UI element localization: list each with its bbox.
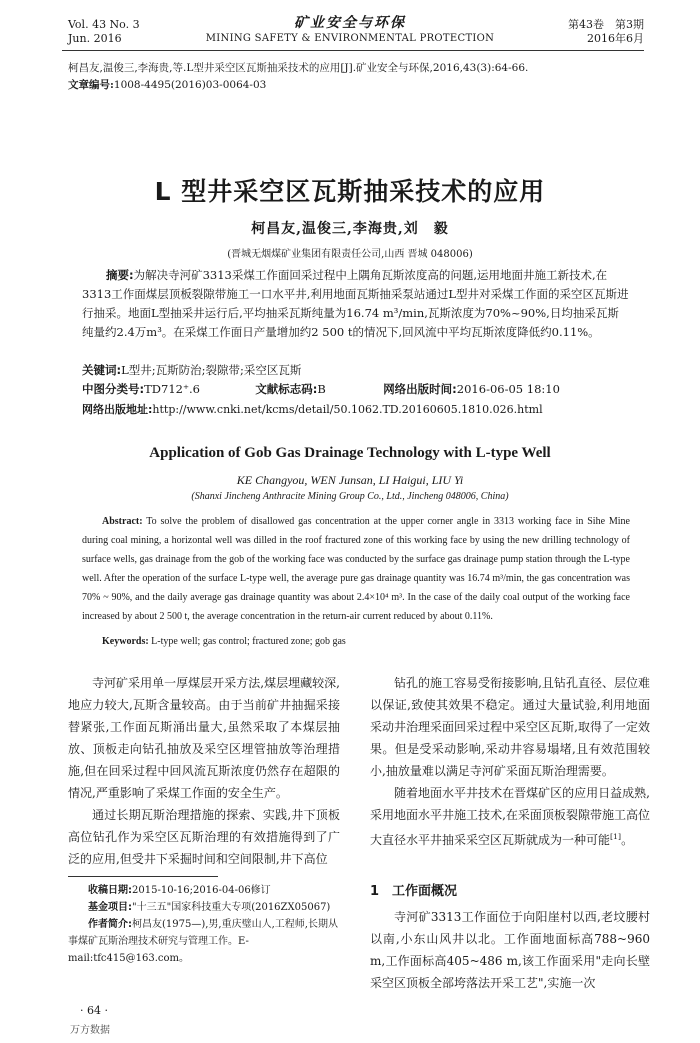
abstract-cn xyxy=(82,266,630,342)
author-bio: 作者简介:柯昌友(1975—),男,重庆璧山人,工程师,长期从事煤矿瓦斯治理技术研究与管理工作。E-mail:tfc415@163.com。 xyxy=(68,919,338,964)
abstract-en-label: Abstract: xyxy=(102,516,143,527)
volume-issue: Vol. 43 No. 3 xyxy=(68,18,140,31)
received-date: 收稿日期:2015-10-16;2016-04-06修订 xyxy=(88,885,271,896)
affiliation-cn: (晋城无烟煤矿业集团有限责任公司,山西 晋城 048006) xyxy=(227,249,473,260)
body-paragraph: 通过长期瓦斯治理措施的探索、实践,井下顶板高位钻孔作为采空区瓦斯治理的有效措施得到了广泛的应用,但受井下采掘时间和空间限制,井下高位 xyxy=(68,808,340,866)
abstract-en-text: To solve the problem of disallowed gas concentration at the upper corner angle in 3313 working face in Sihe Mine during coal mining, a horizontal well was dilled in the roof fractured zone of this working face by using the new drilling technology of surface wells, gas drainage from the gob of the working face was conducted by the surface gas drainage pump station through the L-type well. After the operation of the surface L-type well, the average pure gas drainage quantity was 16.74 m³/min, the gas concentration was 70% ~ 90%, and the daily average gas drainage quantity was about 2.4×10⁴ m³. In the case of the daily coal output of the working face increased by about 2 500 t, the average concentration in the return-air current reduced by about 0.11%. xyxy=(82,516,630,622)
abstract-cn-text: 为解决寺河矿3313采煤工作面回采过程中上隅角瓦斯浓度高的问题,运用地面井施工新技术,在3313工作面煤层顶板裂隙带施工一口水平井,利用地面瓦斯抽采泵站通过L型井对采煤工作面的采空区瓦斯进行抽采。地面L型抽采井运行后,平均抽采瓦斯纯量为16.74 m³/min,瓦斯浓度为70%~90%,日均抽采瓦斯纯量约2.4万m³。在采煤工作面日产量增加约2 500 t的情况下,回风流中平均瓦斯浓度降低约0.11%。 xyxy=(82,268,629,339)
title-cn: L 型井采空区瓦斯抽采技术的应用 xyxy=(154,177,546,206)
online-url-link[interactable]: http://www.cnki.net/kcms/detail/50.1062.TD.20160605.1810.026.html xyxy=(152,403,543,416)
page-number: · 64 · xyxy=(80,1004,108,1017)
watermark: 万方数据 xyxy=(70,1025,110,1036)
journal-volume-cn xyxy=(568,18,644,46)
body-right-column xyxy=(370,672,650,851)
journal-name-cn: 矿业安全与环保 xyxy=(294,15,406,31)
volume-cn: 第43卷 第3期 xyxy=(568,18,644,31)
fund-item: 基金项目:"十三五"国家科技重大专项(2016ZX05067) xyxy=(88,902,331,913)
header-divider xyxy=(62,50,644,51)
body-paragraph: 寺河矿采用单一厚煤层开采方法,煤层埋藏较深,地应力较大,瓦斯含量较高。由于当前矿井抽掘采接替紧张,工作面瓦斯涌出量大,虽然采取了本煤层抽放、顶板走向钻孔抽放及采空区埋管抽放等治理措施,但在回采过程中回风流瓦斯浓度仍然存在超限的情况,严重影响了采煤工作面的安全生产。 xyxy=(68,676,340,800)
title-en: Application of Gob Gas Drainage Technology with L-type Well xyxy=(149,445,551,461)
citation-ref: 柯昌友,温俊三,李海贵,等.L型井采空区瓦斯抽采技术的应用[J].矿业安全与环保,2016,43(3):64-66. xyxy=(68,62,529,74)
classification-row: 中图分类号:TD712⁺.6 文献标志码:B 网络出版时间:2016-06-05 18:10 xyxy=(82,382,560,396)
keywords-en: Keywords: L-type well; gas control; fractured zone; gob gas xyxy=(102,636,346,647)
citation-block xyxy=(68,60,648,94)
abstract-en xyxy=(82,512,630,626)
footnote-divider xyxy=(68,876,218,877)
journal-name xyxy=(200,14,500,45)
journal-name-en: MINING SAFETY & ENVIRONMENTAL PROTECTION xyxy=(205,33,495,44)
authors-en: KE Changyou, WEN Junsan, LI Haigui, LIU Yi xyxy=(236,473,464,487)
section-heading: 1 工作面概况 xyxy=(370,884,458,899)
reference-marker[interactable]: [1] xyxy=(610,832,622,841)
body-paragraph: 寺河矿3313工作面位于向阳崖村以西,老坟腰村以南,小东山风井以北。工作面地面标高788~960 m,工作面标高405~486 m,该工作面采用"走向长壁采空区顶板全部垮落法开采工艺",实施一次 xyxy=(370,910,650,990)
body-left-column xyxy=(68,672,340,870)
date-cn: 2016年6月 xyxy=(587,32,644,45)
article-number: 文章编号:1008-4495(2016)03-0064-03 xyxy=(68,79,267,91)
footnotes xyxy=(68,882,340,967)
body-paragraph: 钻孔的施工容易受衔接影响,且钻孔直径、层位难以保证,致使其效果不稳定。通过大量试验,利用地面采动井治理采面回采过程中采空区瓦斯,取得了一定效果。但是受采动影响,采动井容易塌堵,且有效范围较小,抽放量难以满足寺河矿采面瓦斯治理需要。 xyxy=(370,676,650,778)
journal-volume-en xyxy=(68,18,140,46)
affiliation-en: (Shanxi Jincheng Anthracite Mining Group Co., Ltd., Jincheng 048006, China) xyxy=(191,491,509,502)
keywords-cn: 关键词:L型井;瓦斯防治;裂隙带;采空区瓦斯 xyxy=(82,363,302,377)
authors-cn: 柯昌友,温俊三,李海贵,刘 毅 xyxy=(251,221,449,237)
body-paragraph: 随着地面水平井技术在晋煤矿区的应用日益成熟,采用地面水平井施工技术,在采面顶板裂隙带施工高位大直径水平井抽采采空区瓦斯就成为一种可能[1]。 xyxy=(370,786,650,847)
date-en: Jun. 2016 xyxy=(68,32,122,45)
body-right-column-continued xyxy=(370,906,650,994)
online-url-row: 网络出版地址:http://www.cnki.net/kcms/detail/50.1062.TD.20160605.1810.026.html xyxy=(82,403,543,416)
abstract-cn-label: 摘要: xyxy=(106,268,134,282)
